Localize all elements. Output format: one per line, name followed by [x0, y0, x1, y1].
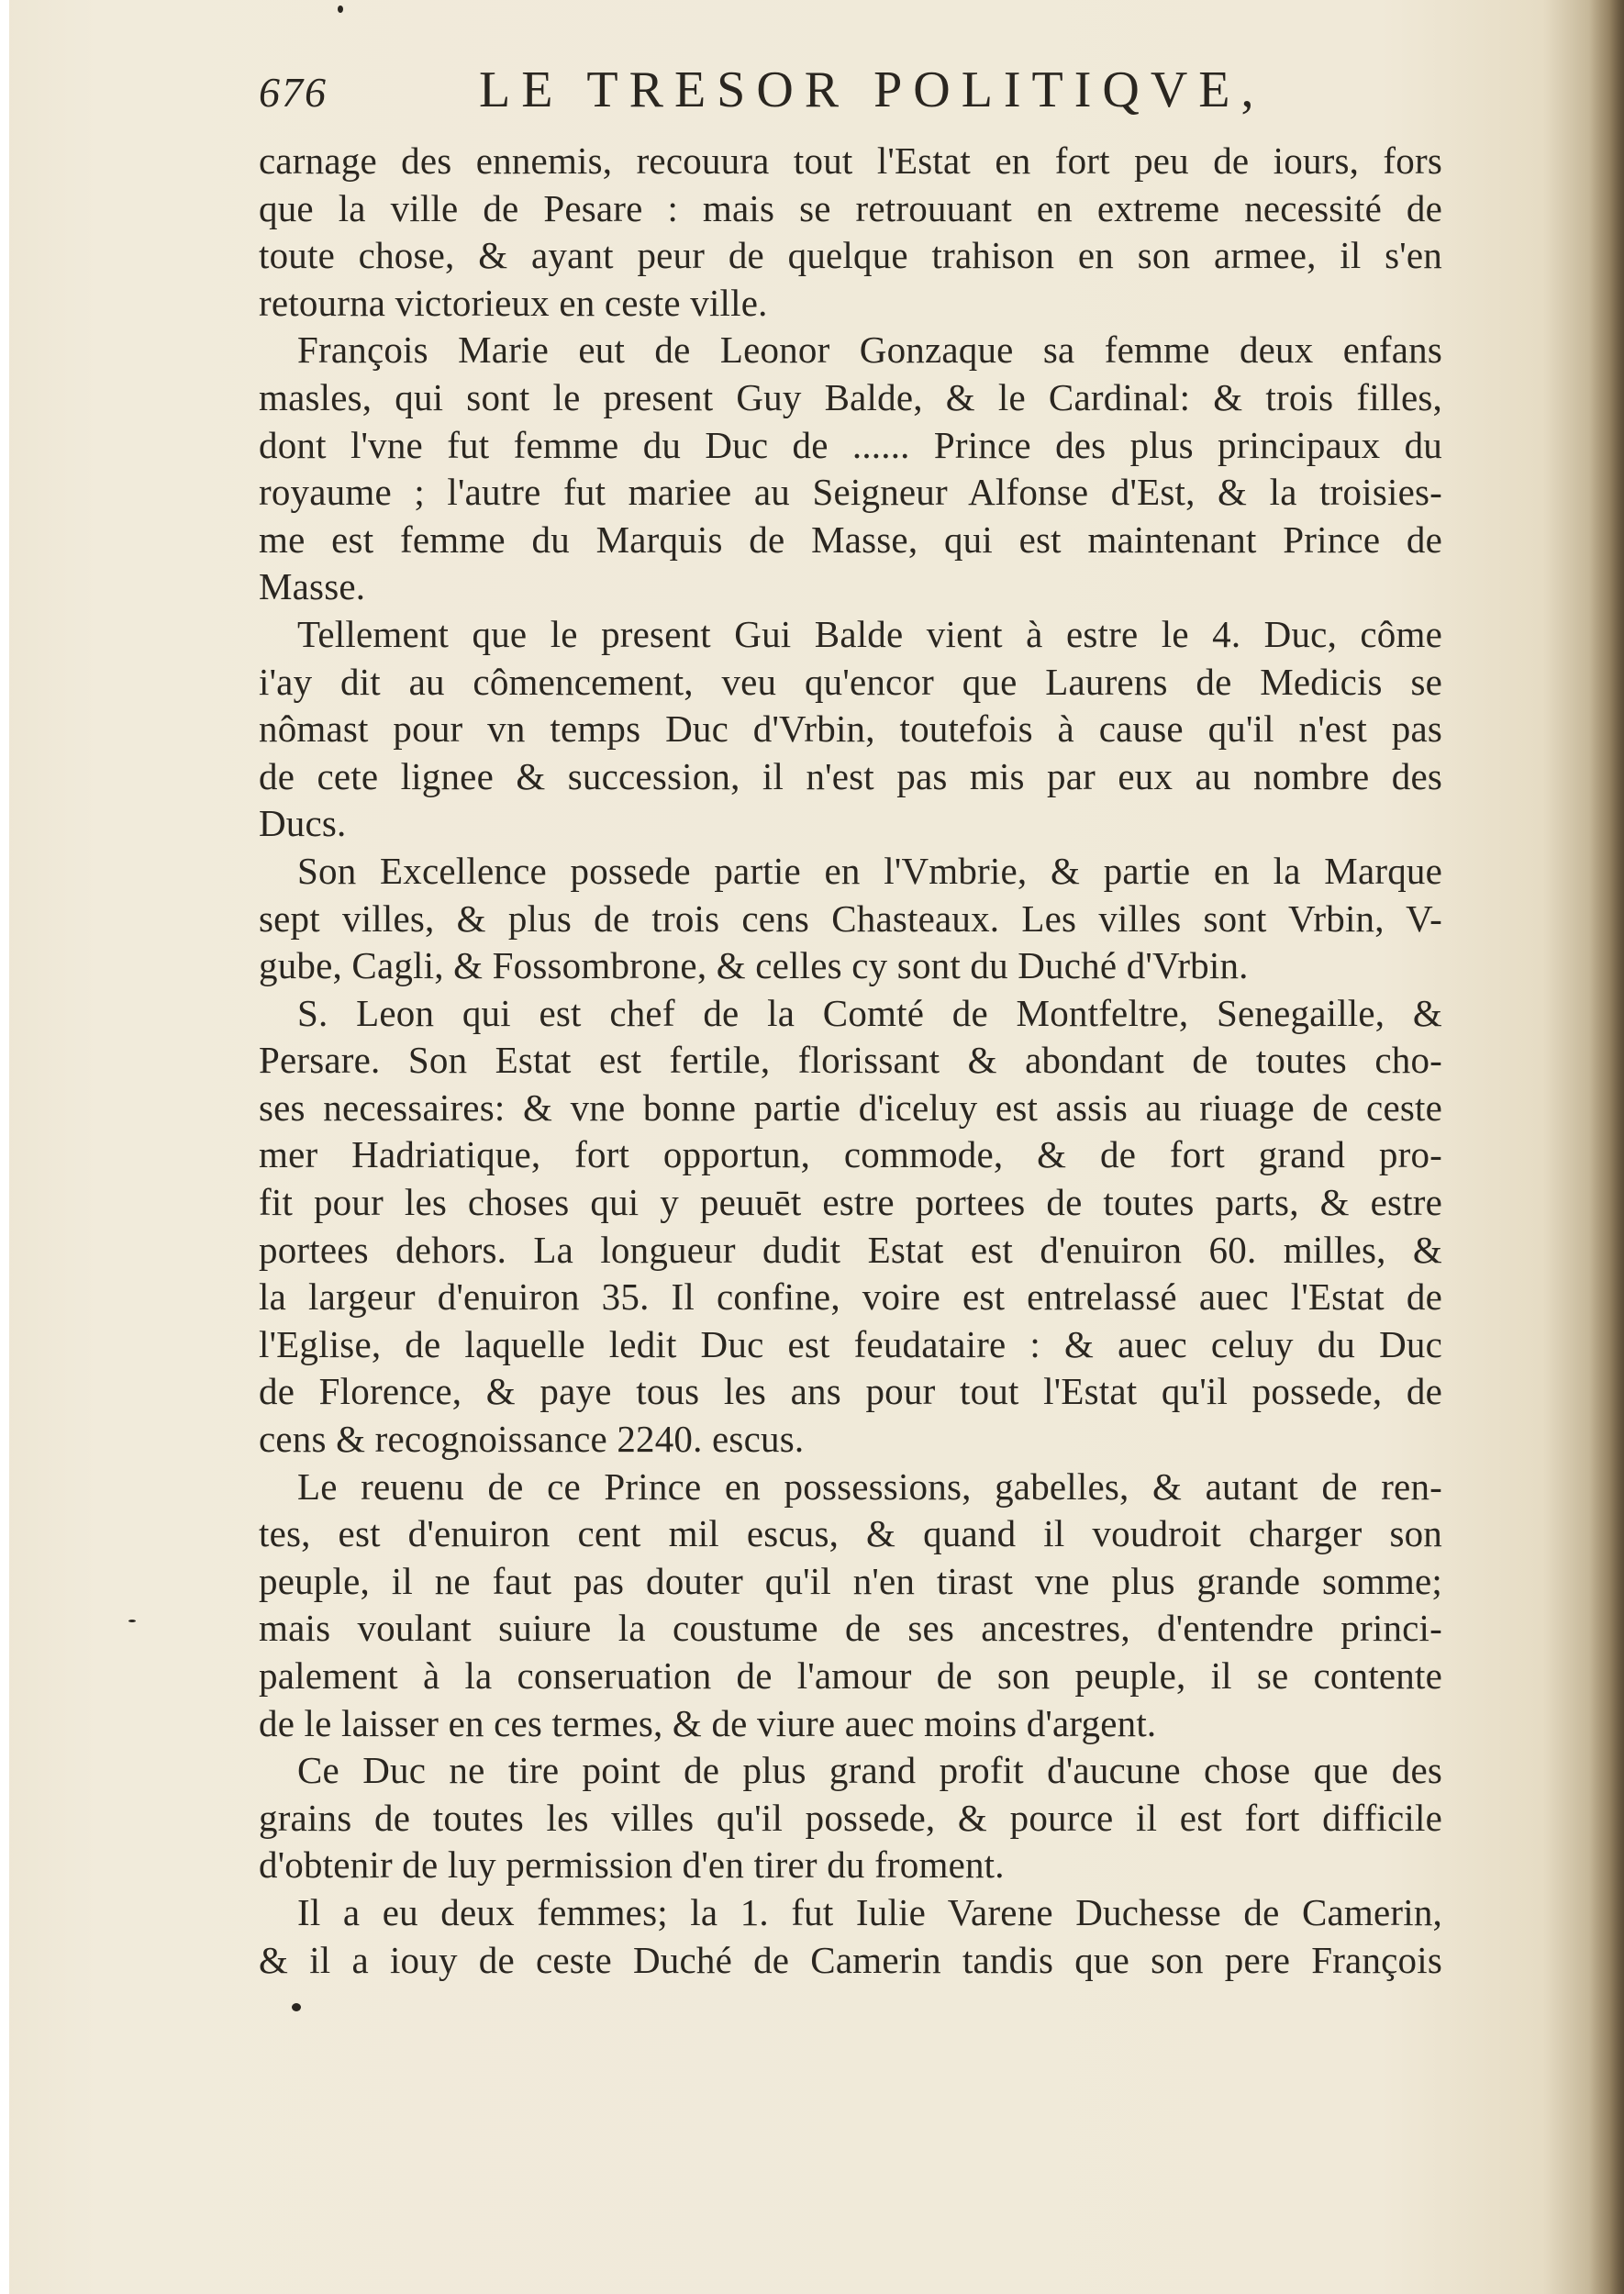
- text-line: la largeur d'enuiron 35. Il confine, voire est entrelassé auec l'Estat de: [259, 1275, 1442, 1319]
- text-line: Persare. Son Estat est fertile, florissant & abondant de toutes cho-: [259, 1039, 1442, 1082]
- text-line: mais voulant suiure la coustume de ses ancestres, d'entendre princi-: [259, 1607, 1442, 1650]
- text-line: portees dehors. La longueur dudit Estat est d'enuiron 60. milles, &: [259, 1228, 1442, 1271]
- text-line: Ducs.: [259, 802, 347, 845]
- text-line: Masse.: [259, 565, 366, 608]
- text-line: de cete lignee & succession, il n'est pas mis par eux au nombre des: [259, 754, 1442, 797]
- text-line: i'ay dit au cômencement, veu qu'encor que Laurens de Medicis se: [259, 660, 1442, 703]
- ink-speck: [128, 1620, 136, 1622]
- text-line: mer Hadriatique, fort opportun, commode, & de fort grand pro-: [259, 1133, 1442, 1176]
- text-line: Ce Duc ne tire point de plus grand profit d'aucune chose que des: [297, 1749, 1442, 1792]
- page-number: 676: [259, 69, 328, 116]
- text-line: gube, Cagli, & Fossombrone, & celles cy sont du Duché d'Vrbin.: [259, 944, 1249, 987]
- page-left-margin: [0, 0, 9, 2294]
- text-line: cens & recognoissance 2240. escus.: [259, 1418, 805, 1461]
- text-line: ses necessaires: & vne bonne partie d'iceluy est assis au riuage de ceste: [259, 1086, 1442, 1129]
- page-binding-shadow: [1589, 0, 1624, 2294]
- text-line: Le reuenu de ce Prince en possessions, gabelles, & autant de ren-: [297, 1464, 1442, 1508]
- text-line: Son Excellence possede partie en l'Vmbrie, & partie en la Marque: [297, 849, 1442, 892]
- text-line: palement à la conseruation de l'amour de son peuple, il se contente: [259, 1654, 1442, 1697]
- text-line: Il a eu deux femmes; la 1. fut Iulie Varene Duchesse de Camerin,: [297, 1890, 1442, 1933]
- text-line: & il a iouy de ceste Duché de Camerin tandis que son pere François: [259, 1938, 1442, 1981]
- text-line: François Marie eut de Leonor Gonzaque sa femme deux enfans: [297, 329, 1442, 372]
- text-line: de le laisser en ces termes, & de viure auec moins d'argent.: [259, 1701, 1157, 1744]
- text-line: royaume ; l'autre fut mariee au Seigneur Alfonse d'Est, & la troisies-: [259, 471, 1442, 514]
- text-line: fit pour les choses qui y peuuēt estre portees de toutes parts, & estre: [259, 1181, 1442, 1224]
- ink-speck: [292, 2003, 301, 2011]
- text-line: peuple, il ne faut pas douter qu'il n'en tirast vne plus grande somme;: [259, 1559, 1442, 1602]
- text-line: toute chose, & ayant peur de quelque trahison en son armee, il s'en: [259, 234, 1442, 277]
- text-line: Tellement que le present Gui Balde vient à estre le 4. Duc, côme: [297, 612, 1442, 655]
- body-text: [259, 138, 1442, 1984]
- ink-speck: [338, 6, 343, 13]
- page-header: [259, 57, 1277, 130]
- text-line: S. Leon qui est chef de la Comté de Montfeltre, Senegaille, &: [297, 991, 1442, 1034]
- text-line: dont l'vne fut femme du Duc de ...... Prince des plus principaux du: [259, 423, 1442, 466]
- running-title: LE TRESOR POLITIQVE,: [479, 61, 1265, 118]
- text-line: sept villes, & plus de trois cens Chasteaux. Les villes sont Vrbin, V-: [259, 896, 1442, 940]
- text-line: nômast pour vn temps Duc d'Vrbin, toutefois à cause qu'il n'est pas: [259, 707, 1442, 751]
- text-line: d'obtenir de luy permission d'en tirer du froment.: [259, 1843, 1005, 1887]
- text-line: carnage des ennemis, recouura tout l'Estat en fort peu de iours, fors: [259, 139, 1442, 182]
- text-line: l'Eglise, de laquelle ledit Duc est feudataire : & auec celuy du Duc: [259, 1322, 1442, 1365]
- text-line: tes, est d'enuiron cent mil escus, & quand il voudroit charger son: [259, 1512, 1442, 1555]
- text-line: grains de toutes les villes qu'il possede, & pource il est fort difficile: [259, 1796, 1442, 1839]
- text-line: de Florence, & paye tous les ans pour tout l'Estat qu'il possede, de: [259, 1370, 1442, 1413]
- text-line: retourna victorieux en ceste ville.: [259, 281, 768, 324]
- text-line: que la ville de Pesare : mais se retrouuant en extreme necessité de: [259, 186, 1442, 229]
- text-line: me est femme du Marquis de Masse, qui est maintenant Prince de: [259, 518, 1442, 561]
- text-line: masles, qui sont le present Guy Balde, & le Cardinal: & trois filles,: [259, 375, 1442, 418]
